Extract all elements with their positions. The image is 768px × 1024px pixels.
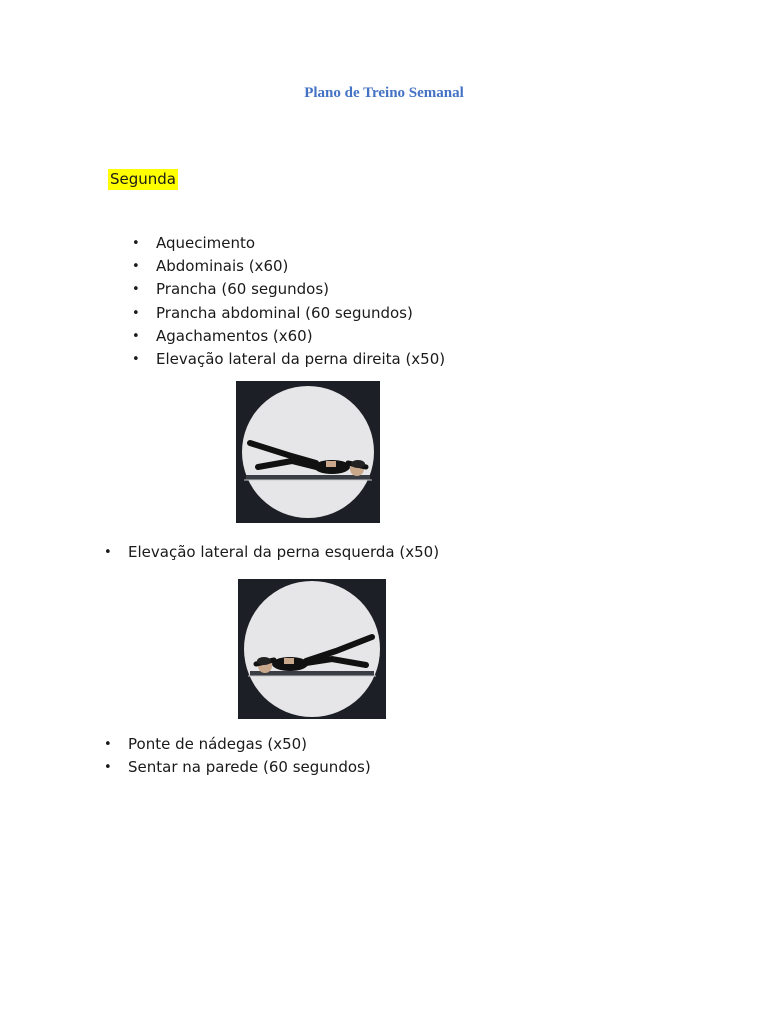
list-item: [132, 232, 445, 255]
list-item: [132, 325, 445, 348]
list-item-label: Aquecimento: [156, 234, 256, 252]
list-item-label: Ponte de nádegas (x50): [128, 735, 308, 753]
side-leg-raise-right-illustration: [236, 381, 380, 523]
list-item-label: Elevação lateral da perna direita (x50): [156, 349, 446, 368]
list-item-label: Sentar na parede (60 segundos): [128, 758, 371, 777]
bullet-icon: •: [132, 351, 140, 367]
list-item: [132, 348, 446, 371]
bullet-icon: •: [132, 259, 140, 275]
exercise-list-main: [132, 232, 446, 371]
exercise-list-final: [104, 733, 371, 779]
list-item-label: Abdominais (x60): [156, 257, 289, 276]
bullet-icon: •: [132, 236, 140, 251]
bullet-icon: •: [104, 737, 112, 752]
bullet-icon: •: [132, 282, 140, 298]
list-item-label: Elevação lateral da perna esquerda (x50): [128, 543, 440, 561]
page-title: Plano de Treino Semanal: [304, 85, 464, 101]
list-item: [104, 541, 440, 564]
list-item-label: Prancha (60 segundos): [156, 280, 330, 299]
bullet-icon: •: [132, 305, 140, 321]
side-leg-raise-left-illustration: [238, 579, 386, 719]
bullet-icon: •: [132, 328, 140, 344]
list-item-label: Agachamentos (x60): [156, 326, 313, 345]
exercise-list-left-leg: [104, 541, 440, 564]
list-item-label: Prancha abdominal (60 segundos): [156, 303, 413, 322]
bullet-icon: •: [104, 760, 112, 776]
day-heading: Segunda: [110, 170, 176, 188]
list-item: [104, 733, 371, 756]
list-item: [104, 756, 371, 779]
list-item: [132, 255, 445, 278]
list-item: [132, 278, 445, 301]
list-item: [132, 302, 445, 325]
bullet-icon: •: [104, 545, 112, 560]
